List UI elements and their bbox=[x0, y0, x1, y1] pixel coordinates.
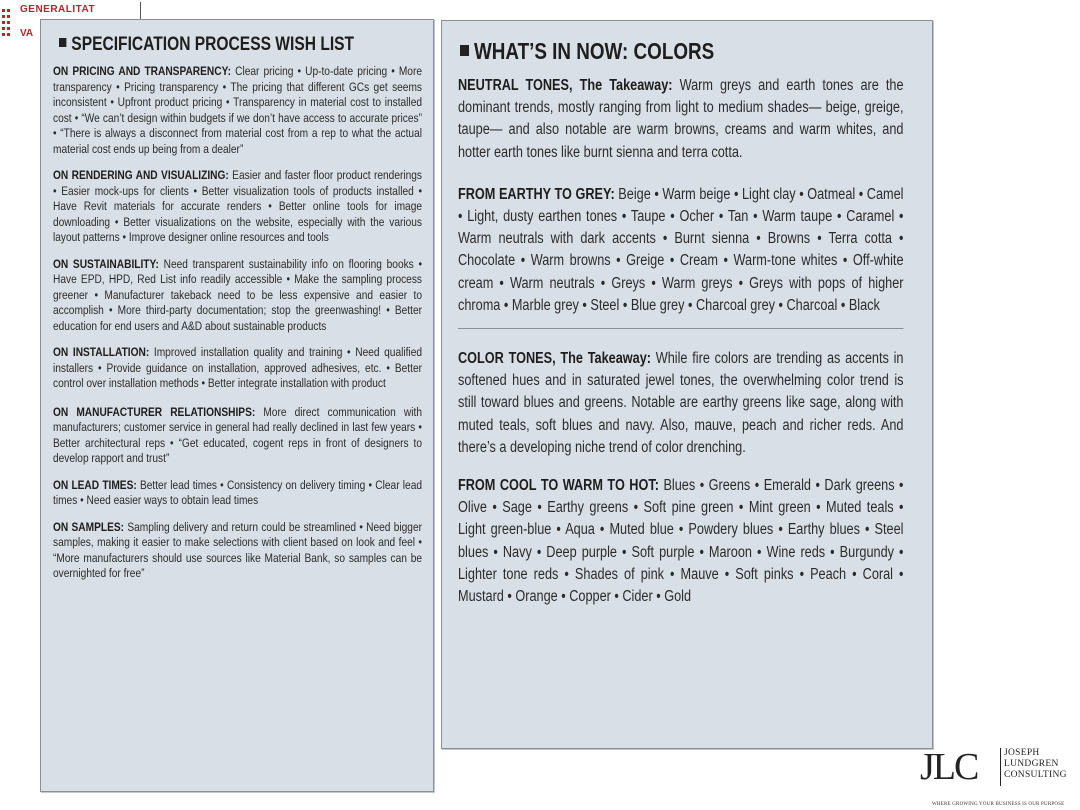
colors-body bbox=[458, 75, 904, 608]
colors-panel bbox=[441, 20, 933, 749]
bullet-square-icon bbox=[460, 45, 469, 56]
section-text: Need transparent sustainability info on flooring books • Have EPD, HPD, Red List info readily accessible • Make the sampling process greener • Manufacturer takeback need to be less expensive and easier to accomplish • More third-party documentation; stop the greenwashing! • Better education for end users and A&D about sustainable products bbox=[53, 256, 423, 333]
section-divider bbox=[458, 328, 904, 329]
section-text: Clear pricing • Up-to-date pricing • More transparency • Pricing transparency • The pricing that different GCs get seems inconsistent • Upfront product pricing • Transparency in material cost to installed cost • “We can’t design within budgets if we don’t have access to accurate prices” • “There is always a disconnect from material cost from a rep to what the actual material cost ends up being from a dealer” bbox=[53, 64, 422, 156]
section-samples bbox=[53, 520, 422, 582]
jlc-logo-mark: JLC bbox=[920, 746, 978, 788]
colors-title bbox=[460, 38, 714, 65]
section-pricing bbox=[53, 64, 422, 157]
section-text: More direct communication with manufacturers; customer service in general had really declined in last few years • Better architectural reps • “Get educated, cogent reps in front of designers to develop rapport and trust” bbox=[53, 404, 422, 465]
neutral-tones-paragraph bbox=[458, 75, 904, 164]
section-label: ON INSTALLATION: bbox=[53, 345, 150, 359]
jlc-logo-divider bbox=[1000, 748, 1001, 786]
jlc-logo-name bbox=[1004, 748, 1067, 781]
background-header-text: GENERALITAT bbox=[20, 4, 96, 15]
colors-title-text: WHAT’S IN NOW: COLORS bbox=[473, 38, 715, 64]
neutral-tones-text: Warm greys and earth tones are the dominant trends, mostly ranging from light to medium shades— beige, greige, taupe— and also notable are warm browns, creams and warm whites, and hotter earth tones like burnt sienna and terra cotta. bbox=[458, 77, 904, 161]
cool-to-hot-text: Blues • Greens • Emerald • Dark greens • Olive • Sage • Earthy greens • Soft pine green • Mint green • Muted teals • Light green-blue • Aqua • Muted blue • Powdery blues • Earthy blues • Steel blues • Navy • Deep purple • Soft purple • Maroon • Wine reds • Burgundy • Lighter tone reds • Shades of pink • Mauve • Soft pinks • Peach • Coral • Mustard • Orange • Copper • Cider • Gold bbox=[458, 477, 904, 606]
wish-list-title bbox=[59, 34, 354, 56]
wish-list-title-text: SPECIFICATION PROCESS WISH LIST bbox=[71, 34, 355, 55]
color-tones-label: COLOR TONES, The Takeaway: bbox=[458, 350, 651, 368]
earthy-to-grey-paragraph bbox=[458, 184, 904, 317]
section-lead-times bbox=[53, 478, 422, 509]
cool-to-hot-paragraph bbox=[458, 475, 904, 608]
background-header-sub: VA bbox=[20, 28, 34, 39]
jlc-name-line: JOSEPH bbox=[1004, 748, 1040, 758]
earthy-to-grey-text: Beige • Warm beige • Light clay • Oatmeal • Camel • Light, dusty earthen tones • Taupe • Ocher • Tan • Warm taupe • Caramel • Warm neutrals with dark accents • Burnt sienna • Browns • Terra cotta • Chocolate • Warm browns • Greige • Cream • Warm-tone whites • Off-white cream • Warm neutrals • Greys • Warm greys • Greys with pops of higher chroma • Marble grey • Steel • Blue grey • Charcoal grey • Charcoal • Black bbox=[458, 185, 904, 314]
cool-to-hot-label: FROM COOL TO WARM TO HOT: bbox=[458, 477, 659, 495]
earthy-to-grey-label: FROM EARTHY TO GREY: bbox=[458, 185, 615, 203]
section-label: ON LEAD TIMES: bbox=[53, 477, 137, 492]
neutral-tones-label: NEUTRAL TONES, The Takeaway: bbox=[458, 77, 673, 94]
color-tones-text: While fire colors are trending as accents in softened hues and in saturated jewel tones, the overwhelming color trend is still toward blues and greens. Notable are earthy greens like sage, along with muted teals, soft blues and navy. Also, mauve, peach and richer reds. And there’s a developing niche trend of color drenching. bbox=[458, 350, 904, 456]
section-rendering bbox=[53, 168, 422, 246]
bullet-square-icon bbox=[59, 38, 66, 47]
section-label: ON SAMPLES: bbox=[53, 519, 125, 534]
jlc-name-line: LUNDGREN bbox=[1004, 759, 1059, 769]
section-manufacturer-relationships bbox=[53, 405, 422, 467]
section-label: ON MANUFACTURER RELATIONSHIPS: bbox=[53, 404, 256, 419]
section-label: ON PRICING AND TRANSPARENCY: bbox=[53, 64, 232, 78]
jlc-logo-tagline: WHERE GROWING YOUR BUSINESS IS OUR PURPOSE bbox=[932, 802, 1065, 807]
jlc-logo bbox=[920, 744, 1080, 810]
section-installation bbox=[53, 345, 422, 392]
section-label: ON SUSTAINABILITY: bbox=[53, 256, 159, 271]
section-text: Easier and faster floor product renderings • Easier mock-ups for clients • Better visualization tools of products installed • Have Revit materials for accurate renders • Better online tools for image downloading • Better visualizations on the website, especially with the various layout patterns • Improve designer online resources and tools bbox=[53, 168, 422, 244]
wish-list-panel bbox=[40, 19, 434, 792]
section-label: ON RENDERING AND VISUALIZING: bbox=[53, 168, 229, 182]
section-sustainability bbox=[53, 257, 422, 335]
jlc-name-line: CONSULTING bbox=[1004, 770, 1067, 780]
wish-list-body bbox=[53, 64, 422, 593]
color-tones-paragraph bbox=[458, 348, 904, 459]
section-text: Improved installation quality and training • Need qualified installers • Provide guidance on installation, approved adhesives, etc. • Better control over installation methods • Better integrate installation with product bbox=[53, 345, 422, 390]
section-text: Better lead times • Consistency on delivery timing • Clear lead times • Need easier ways to obtain lead times bbox=[53, 477, 422, 507]
section-text: Sampling delivery and return could be streamlined • Need bigger samples, making it easier to make selections with client based on look and feel • “More manufacturers should use sources like Material Bank, so samples can be overnighted for free” bbox=[53, 519, 422, 580]
